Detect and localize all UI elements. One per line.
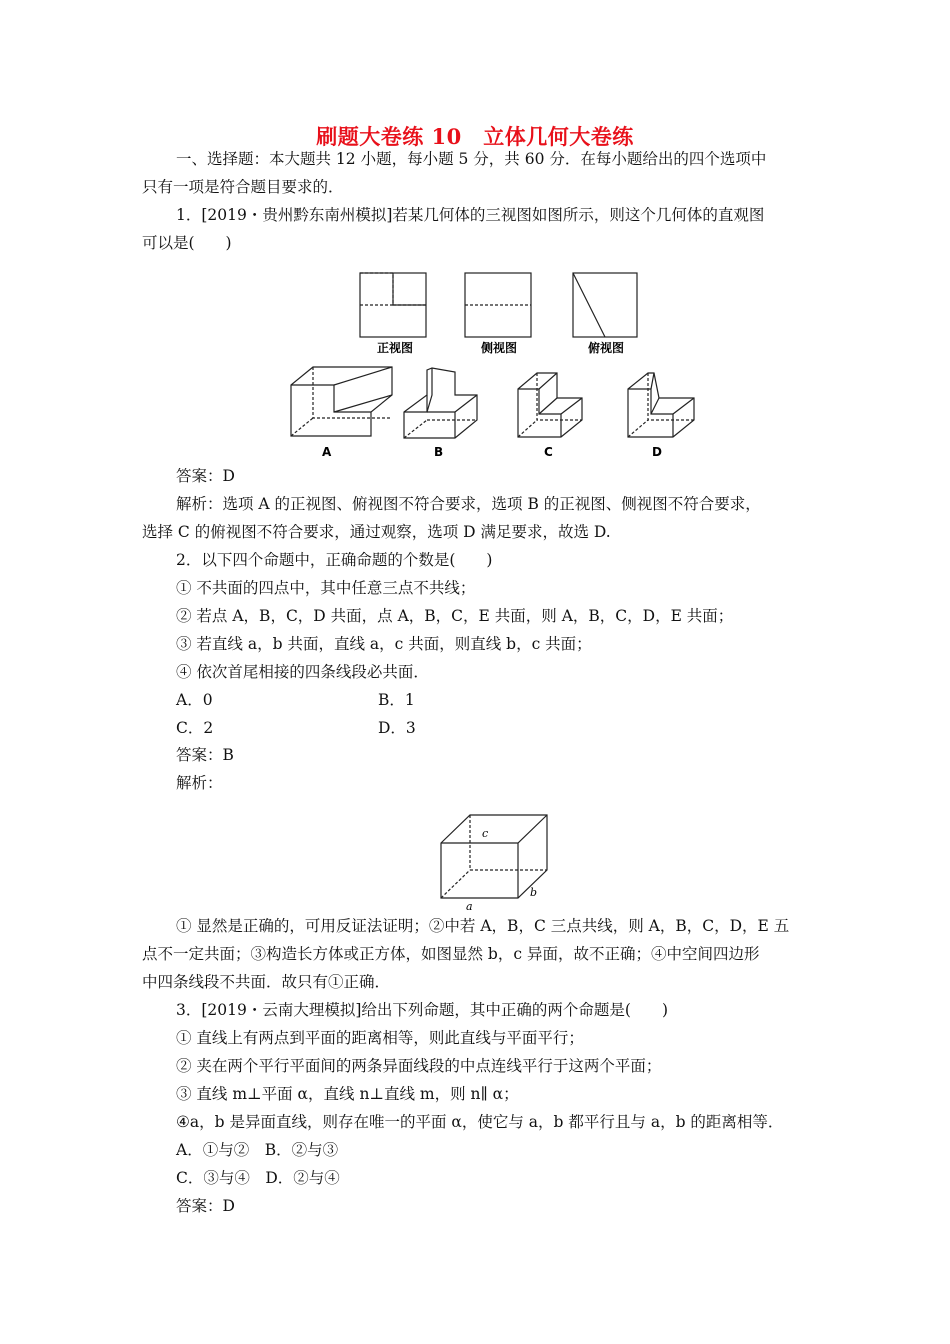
q2-answer: 答案：B — [176, 746, 234, 764]
option-c-label: C — [544, 445, 553, 459]
q2-option-d: D．3 — [378, 719, 416, 737]
q2-cuboid-figure — [441, 815, 547, 898]
side-view-drawing — [465, 273, 531, 337]
option-a-solid — [291, 367, 392, 436]
q2-option-a: A．0 — [176, 691, 213, 709]
q3-proposition-4: ④a，b 是异面直线，则存在唯一的平面 α，使它与 a，b 都平行且与 a，b 的距离相等． — [176, 1113, 784, 1131]
option-c-solid — [518, 373, 582, 437]
q3-proposition-2: ② 夹在两个平行平面间的两条异面线段的中点连线平行于这两个平面； — [176, 1057, 662, 1075]
q2-proposition-2: ② 若点 A，B，C，D 共面，点 A，B，C，E 共面，则 A，B，C，D，E 共面； — [176, 607, 734, 625]
q1-analysis-line2: 选择 C 的俯视图不符合要求，通过观察，选项 D 满足要求，故选 D. — [142, 523, 611, 541]
q1-stem-line1: 1．[2019・贵州黔东南州模拟]若某几何体的三视图如图所示，则这个几何体的直观图 — [176, 206, 765, 224]
front-view-label: 正视图 — [377, 341, 414, 355]
q2-analysis-line1: ① 显然是正确的，可用反证法证明；②中若 A，B，C 三点共线，则 A，B，C，D，E 五 — [176, 917, 790, 935]
top-view-drawing — [573, 273, 637, 337]
q2-analysis-label: 解析： — [176, 774, 223, 792]
section-intro-line1: 一、选择题：本大题共 12 小题，每小题 5 分，共 60 分．在每小题给出的四个选项中 — [176, 150, 767, 168]
q3-options-ab: A．①与② B．②与③ — [176, 1141, 339, 1159]
front-view-drawing — [360, 273, 426, 337]
top-view-label: 俯视图 — [588, 341, 625, 355]
q3-stem: 3．[2019・云南大理模拟]给出下列命题，其中正确的两个命题是( ) — [176, 1001, 668, 1019]
cuboid-label-a: a — [466, 900, 473, 913]
section-intro-line2: 只有一项是符合题目要求的． — [142, 178, 344, 196]
q2-analysis-line2: 点不一定共面；③构造长方体或正方体，如图显然 b，c 异面，故不正确；④中空间四边形 — [142, 945, 760, 963]
q2-option-c: C．2 — [176, 719, 214, 737]
page-title: 刷题大卷练 10 立体几何大卷练 — [316, 124, 634, 149]
q1-stem-line2: 可以是( ) — [142, 234, 232, 252]
option-b-label: B — [434, 445, 444, 459]
cuboid-label-c: c — [482, 827, 489, 840]
q1-analysis-line1: 解析：选项 A 的正视图、俯视图不符合要求，选项 B 的正视图、侧视图不符合要求， — [176, 495, 761, 513]
q2-proposition-3: ③ 若直线 a，b 共面，直线 a，c 共面，则直线 b，c 共面； — [176, 635, 592, 653]
q2-option-b: B．1 — [378, 691, 415, 709]
option-d-label: D — [652, 445, 662, 459]
cuboid-label-b: b — [530, 886, 538, 899]
q2-proposition-4: ④ 依次首尾相接的四条线段必共面． — [176, 663, 429, 681]
q1-answer: 答案：D — [176, 467, 235, 485]
q3-proposition-1: ① 直线上有两点到平面的距离相等，则此直线与平面平行； — [176, 1029, 584, 1047]
option-d-solid — [628, 373, 694, 437]
option-a-label: A — [322, 445, 332, 459]
q3-answer: 答案：D — [176, 1197, 235, 1215]
option-b-solid — [404, 368, 477, 438]
q3-options-cd: C．③与④ D．②与④ — [176, 1169, 340, 1187]
side-view-label: 侧视图 — [481, 341, 518, 355]
q2-analysis-line3: 中四条线段不共面．故只有①正确． — [142, 973, 391, 991]
q3-proposition-3: ③ 直线 m⊥平面 α，直线 n⊥直线 m，则 n∥ α； — [176, 1085, 519, 1103]
q2-stem: 2．以下四个命题中，正确命题的个数是( ) — [176, 551, 493, 569]
q2-proposition-1: ① 不共面的四点中，其中任意三点不共线； — [176, 579, 476, 597]
